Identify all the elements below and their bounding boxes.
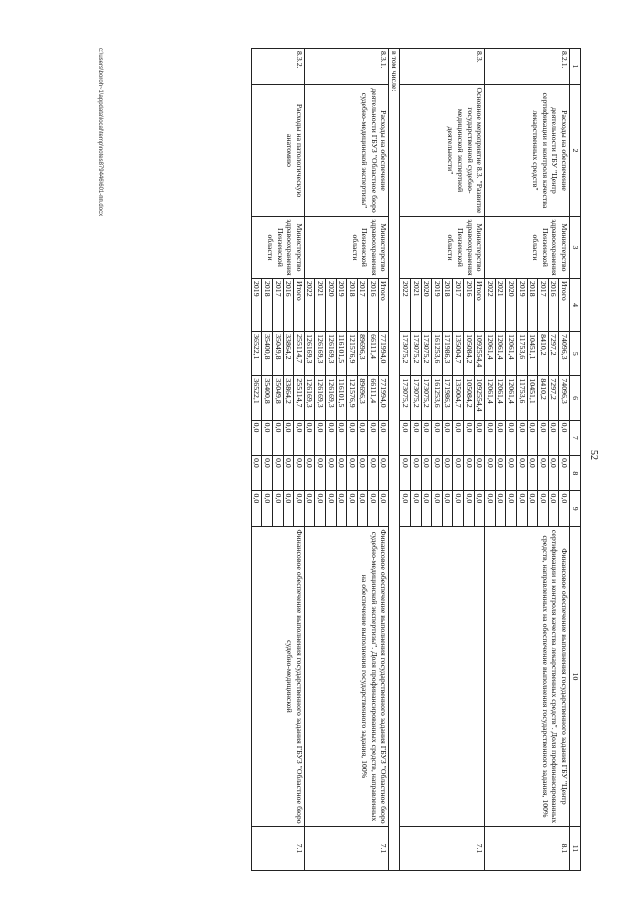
value-cell: 126169,3 (305, 332, 315, 376)
value-cell: 0,0 (411, 491, 422, 526)
values-row (421, 279, 432, 526)
section-label: в том числе: (389, 49, 400, 871)
value-cell: 0,0 (378, 456, 388, 491)
value-cell: 0,0 (262, 491, 273, 526)
row-code: 8.1 (485, 827, 570, 871)
values-row (411, 279, 422, 526)
values-row (305, 279, 315, 526)
value-cell: 171986,3 (442, 376, 453, 420)
values-row (485, 279, 495, 526)
value-cell: 2021 (315, 279, 326, 332)
value-cell: Итого (294, 279, 304, 332)
value-cell: 116101,5 (336, 332, 347, 376)
value-cell: 7297,2 (548, 332, 559, 376)
values-row (315, 279, 326, 526)
value-cell: 0,0 (538, 491, 549, 526)
values-table (305, 279, 389, 526)
value-cell: 0,0 (517, 456, 528, 491)
header-cell: 5 (570, 332, 580, 376)
rotated-page (90, 40, 600, 870)
header-inner-row (570, 279, 580, 526)
value-cell: 171986,3 (442, 332, 453, 376)
value-cell: 771994,0 (378, 376, 388, 420)
row-indicator: Финансовое обеспечение выполнения государственного задания ГБУ "Центр сертификации и контроля качества лекарственных средств". Доля профинансированных средств, направленных на обеспечение выполнения государственного задания, 100% (485, 527, 570, 827)
value-cell: 173075,2 (421, 332, 432, 376)
header-cell: 2 (570, 85, 581, 217)
values-row (336, 279, 347, 526)
values-row (453, 279, 464, 526)
value-cell: 771994,0 (378, 332, 388, 376)
value-cell: 0,0 (442, 491, 453, 526)
value-cell: 0,0 (336, 491, 347, 526)
value-cell: 2022 (401, 281, 411, 297)
value-cell: 0,0 (272, 420, 283, 455)
value-cell: 66111,4 (368, 332, 379, 376)
value-cell: 8410,2 (538, 376, 549, 420)
values-row (538, 279, 549, 526)
value-cell: 0,0 (315, 420, 326, 455)
values-row (495, 279, 506, 526)
value-cell: 0,0 (283, 420, 294, 455)
values-table (485, 279, 569, 526)
value-cell: 135004,7 (453, 332, 464, 376)
value-cell: 0,0 (517, 491, 528, 526)
value-cell: 2021 (495, 279, 506, 332)
row-code: 7.1 (251, 827, 304, 871)
value-cell: 0,0 (401, 456, 411, 491)
value-cell: 2016 (283, 279, 294, 332)
value-cell: 0,0 (283, 456, 294, 491)
value-cell: 0,0 (506, 420, 517, 455)
value-cell: 2017 (538, 279, 549, 332)
value-cell: 0,0 (559, 491, 569, 526)
values-row (272, 279, 283, 526)
section-row (389, 49, 400, 871)
value-cell: 121576,9 (347, 376, 358, 420)
value-cell: 0,0 (305, 456, 315, 491)
value-cell: 255114,7 (294, 332, 304, 376)
value-cell: 0,0 (485, 456, 495, 491)
values-row (378, 279, 388, 526)
value-cell: 0,0 (464, 456, 475, 491)
values-row (357, 279, 368, 526)
value-cell: 126169,3 (325, 376, 336, 420)
value-cell: 0,0 (252, 491, 262, 526)
value-cell: 35400,8 (262, 332, 273, 376)
value-cell: 2019 (252, 281, 262, 297)
row-values (485, 279, 570, 527)
value-cell: 0,0 (432, 456, 443, 491)
row-indicator: Финансовое обеспечение выполнения государственного задания ГБУЗ "Областное бюро судебно-медицинской (251, 527, 304, 827)
values-row (368, 279, 379, 526)
value-cell: 0,0 (548, 456, 559, 491)
value-cell: 0,0 (506, 491, 517, 526)
values-row (474, 279, 484, 526)
row-indicator: Финансовое обеспечение выполнения государственного задания ГБУЗ "Областное бюро судебно-медицинской экспертизы". Доля профинансированных средств, направленных на обеспечение выполнения государственного задания, 100% (304, 527, 389, 827)
header-cell-group (570, 279, 581, 527)
values-row (527, 279, 538, 526)
page-number: 52 (588, 450, 599, 460)
value-cell: 35400,8 (262, 376, 273, 420)
value-cell: Итого (559, 279, 569, 332)
footer-path: c:\users\boroh~1\appdata\local\temp\notes879446\601-пп.docx (97, 48, 103, 217)
value-cell: 0,0 (294, 491, 304, 526)
value-cell: 2018 (347, 279, 358, 332)
row-values (400, 279, 485, 527)
value-cell: 0,0 (527, 420, 538, 455)
value-cell: 0,0 (527, 456, 538, 491)
row-number: 8.3.2. (251, 49, 304, 85)
value-cell: 0,0 (495, 456, 506, 491)
row-code: 7.1 (400, 827, 485, 871)
value-cell: 0,0 (272, 456, 283, 491)
header-cell: 4 (571, 303, 580, 308)
value-cell: 2019 (517, 279, 528, 332)
header-row (570, 49, 581, 871)
value-cell: 0,0 (485, 420, 495, 455)
value-cell: 161253,6 (432, 332, 443, 376)
value-cell: 0,0 (411, 456, 422, 491)
header-cell: 9 (570, 491, 580, 526)
value-cell: 0,0 (315, 456, 326, 491)
value-cell: 2022 (305, 281, 315, 297)
value-cell: 0,0 (368, 491, 379, 526)
value-cell: 0,0 (305, 420, 315, 455)
value-cell: 2017 (453, 279, 464, 332)
value-cell: 2019 (432, 279, 443, 332)
value-cell: 0,0 (527, 491, 538, 526)
table-row (400, 49, 485, 871)
value-cell: 2018 (442, 279, 453, 332)
value-cell: 0,0 (559, 420, 569, 455)
row-executor: Министерство здравоохранения Пензенской области (304, 217, 389, 279)
value-cell: 0,0 (464, 420, 475, 455)
value-cell: 173075,2 (421, 376, 432, 420)
value-cell: 1092554,4 (474, 376, 484, 420)
values-row (401, 279, 411, 526)
value-cell: Итого (474, 279, 484, 332)
row-values (304, 279, 389, 527)
values-row (283, 279, 294, 526)
value-cell: 126169,3 (305, 376, 315, 420)
value-cell: 12061,4 (506, 376, 517, 420)
values-row (464, 279, 475, 526)
value-cell: 0,0 (347, 491, 358, 526)
value-cell: 2020 (325, 279, 336, 332)
value-cell: 173075,2 (411, 332, 422, 376)
program-table (251, 48, 581, 871)
value-cell: 0,0 (442, 420, 453, 455)
table-body (251, 49, 580, 871)
value-cell: 89696,3 (357, 332, 368, 376)
value-cell: 0,0 (315, 491, 326, 526)
value-cell: 0,0 (517, 420, 528, 455)
values-row (262, 279, 273, 526)
value-cell: 0,0 (378, 420, 388, 455)
value-cell: 0,0 (453, 456, 464, 491)
value-cell: 0,0 (252, 456, 262, 491)
value-cell: 0,0 (347, 456, 358, 491)
value-cell: 2016 (548, 279, 559, 332)
value-cell: 0,0 (294, 456, 304, 491)
value-cell: 2020 (421, 279, 432, 332)
value-cell: 2017 (272, 279, 283, 332)
value-cell: 33864,2 (283, 332, 294, 376)
value-cell: 0,0 (347, 420, 358, 455)
value-cell: 0,0 (283, 491, 294, 526)
value-cell: 0,0 (411, 420, 422, 455)
value-cell: 126169,3 (315, 332, 326, 376)
table-row (304, 49, 389, 871)
value-cell: 0,0 (421, 456, 432, 491)
values-row (517, 279, 528, 526)
value-cell: 10451,1 (527, 376, 538, 420)
value-cell: 0,0 (453, 420, 464, 455)
value-cell: 0,0 (442, 456, 453, 491)
values-row (506, 279, 517, 526)
value-cell: 66111,4 (368, 376, 379, 420)
header-cell: 6 (570, 376, 580, 420)
value-cell: 0,0 (421, 420, 432, 455)
value-cell: 2016 (464, 279, 475, 332)
header-cell: 8 (570, 456, 580, 491)
row-name: Расходы на обеспечение деятельности ГБУ "Центр сертификации и контроля качества лекарственных средств" (485, 85, 570, 217)
value-cell: 12061,4 (495, 332, 506, 376)
value-cell: 0,0 (464, 491, 475, 526)
header-inner (570, 279, 580, 526)
value-cell: 1092554,4 (474, 332, 484, 376)
value-cell: 126169,3 (325, 332, 336, 376)
value-cell: 33864,2 (283, 376, 294, 420)
value-cell: 11753,6 (517, 376, 528, 420)
row-code: 7.1 (304, 827, 389, 871)
value-cell: 116101,5 (336, 376, 347, 420)
values-row (347, 279, 358, 526)
value-cell: 0,0 (378, 491, 388, 526)
table-row (485, 49, 570, 871)
header-cell: 11 (570, 827, 581, 871)
value-cell: 173075,2 (401, 332, 411, 376)
value-cell: 0,0 (421, 491, 432, 526)
value-cell: 2022 (485, 281, 495, 297)
value-cell: 11753,6 (517, 332, 528, 376)
value-cell: 74096,3 (559, 332, 569, 376)
value-cell: 10451,1 (527, 332, 538, 376)
value-cell: 0,0 (368, 420, 379, 455)
header-cell: 10 (570, 527, 581, 827)
value-cell: 105084,2 (464, 332, 475, 376)
values-row (294, 279, 304, 526)
row-number: 8.3.1. (304, 49, 389, 85)
value-cell: 0,0 (538, 456, 549, 491)
value-cell: 0,0 (432, 491, 443, 526)
value-cell: 161253,6 (432, 376, 443, 420)
value-cell: 0,0 (336, 420, 347, 455)
values-row (325, 279, 336, 526)
value-cell: 2019 (336, 279, 347, 332)
value-cell: 126169,3 (315, 376, 326, 420)
values-row (252, 279, 262, 526)
row-name: Основное мероприятие 8.3. "Развитие государственной судебно-медицинской экспертной деятельности" (400, 85, 485, 217)
value-cell: 0,0 (506, 456, 517, 491)
value-cell: 8410,2 (538, 332, 549, 376)
value-cell: 0,0 (474, 491, 484, 526)
value-cell: 0,0 (336, 456, 347, 491)
row-number: 8.2.1. (485, 49, 570, 85)
value-cell: 0,0 (453, 491, 464, 526)
value-cell: 0,0 (401, 491, 411, 526)
value-cell: 74096,3 (559, 376, 569, 420)
value-cell: 2017 (357, 279, 368, 332)
value-cell: 0,0 (538, 420, 549, 455)
value-cell: 173075,2 (401, 376, 411, 420)
row-number: 8.3. (400, 49, 485, 85)
value-cell: 0,0 (368, 456, 379, 491)
values-row (548, 279, 559, 526)
value-cell: 12061,4 (495, 376, 506, 420)
value-cell: 0,0 (294, 420, 304, 455)
row-name: Расходы на патологическую анатомию (251, 85, 304, 217)
value-cell: 0,0 (474, 420, 484, 455)
value-cell: 36522,1 (252, 376, 262, 420)
value-cell: 2018 (262, 279, 273, 332)
value-cell: 36522,1 (252, 332, 262, 376)
value-cell: 0,0 (548, 491, 559, 526)
header-cell: 7 (570, 420, 580, 455)
value-cell: 135004,7 (453, 376, 464, 420)
table-row (251, 49, 304, 871)
value-cell: 12061,4 (485, 332, 495, 376)
value-cell: 255114,7 (294, 376, 304, 420)
values-row (442, 279, 453, 526)
values-table (401, 279, 485, 526)
value-cell: 105084,2 (464, 376, 475, 420)
value-cell: 12061,4 (485, 376, 495, 420)
values-row (559, 279, 569, 526)
value-cell: 0,0 (357, 456, 368, 491)
value-cell: 7297,2 (548, 376, 559, 420)
value-cell: 173075,2 (411, 376, 422, 420)
value-cell: 0,0 (357, 420, 368, 455)
value-cell: 0,0 (262, 420, 273, 455)
value-cell: 0,0 (272, 491, 283, 526)
value-cell: 2021 (411, 279, 422, 332)
value-cell: 2020 (506, 279, 517, 332)
value-cell: 0,0 (495, 491, 506, 526)
value-cell: 0,0 (485, 491, 495, 526)
value-cell: Итого (378, 279, 388, 332)
value-cell: 12061,4 (506, 332, 517, 376)
row-executor: Министерство здравоохранения Пензенской области (251, 217, 304, 279)
value-cell: 0,0 (474, 456, 484, 491)
row-executor: Министерство здравоохранения Пензенской области (400, 217, 485, 279)
values-table (252, 279, 304, 526)
value-cell: 0,0 (548, 420, 559, 455)
value-cell: 0,0 (325, 491, 336, 526)
row-values (251, 279, 304, 527)
value-cell: 121576,9 (347, 332, 358, 376)
row-name: Расходы на обеспечение деятельности ГБУЗ "Областное бюро судебно-медицинской экспертизы" (304, 85, 389, 217)
header-cell: 1 (570, 49, 581, 85)
value-cell: 89696,3 (357, 376, 368, 420)
value-cell: 0,0 (325, 456, 336, 491)
value-cell: 35049,8 (272, 332, 283, 376)
value-cell: 35049,8 (272, 376, 283, 420)
value-cell: 0,0 (262, 456, 273, 491)
header-cell: 3 (570, 217, 581, 279)
row-executor: Министерство здравоохранения Пензенской области (485, 217, 570, 279)
row-indicator (400, 527, 485, 827)
value-cell: 0,0 (305, 491, 315, 526)
values-row (432, 279, 443, 526)
value-cell: 0,0 (357, 491, 368, 526)
value-cell: 0,0 (325, 420, 336, 455)
value-cell: 0,0 (252, 420, 262, 455)
value-cell: 0,0 (401, 420, 411, 455)
value-cell: 0,0 (432, 420, 443, 455)
value-cell: 0,0 (495, 420, 506, 455)
value-cell: 2018 (527, 279, 538, 332)
value-cell: 2016 (368, 279, 379, 332)
value-cell: 0,0 (559, 456, 569, 491)
